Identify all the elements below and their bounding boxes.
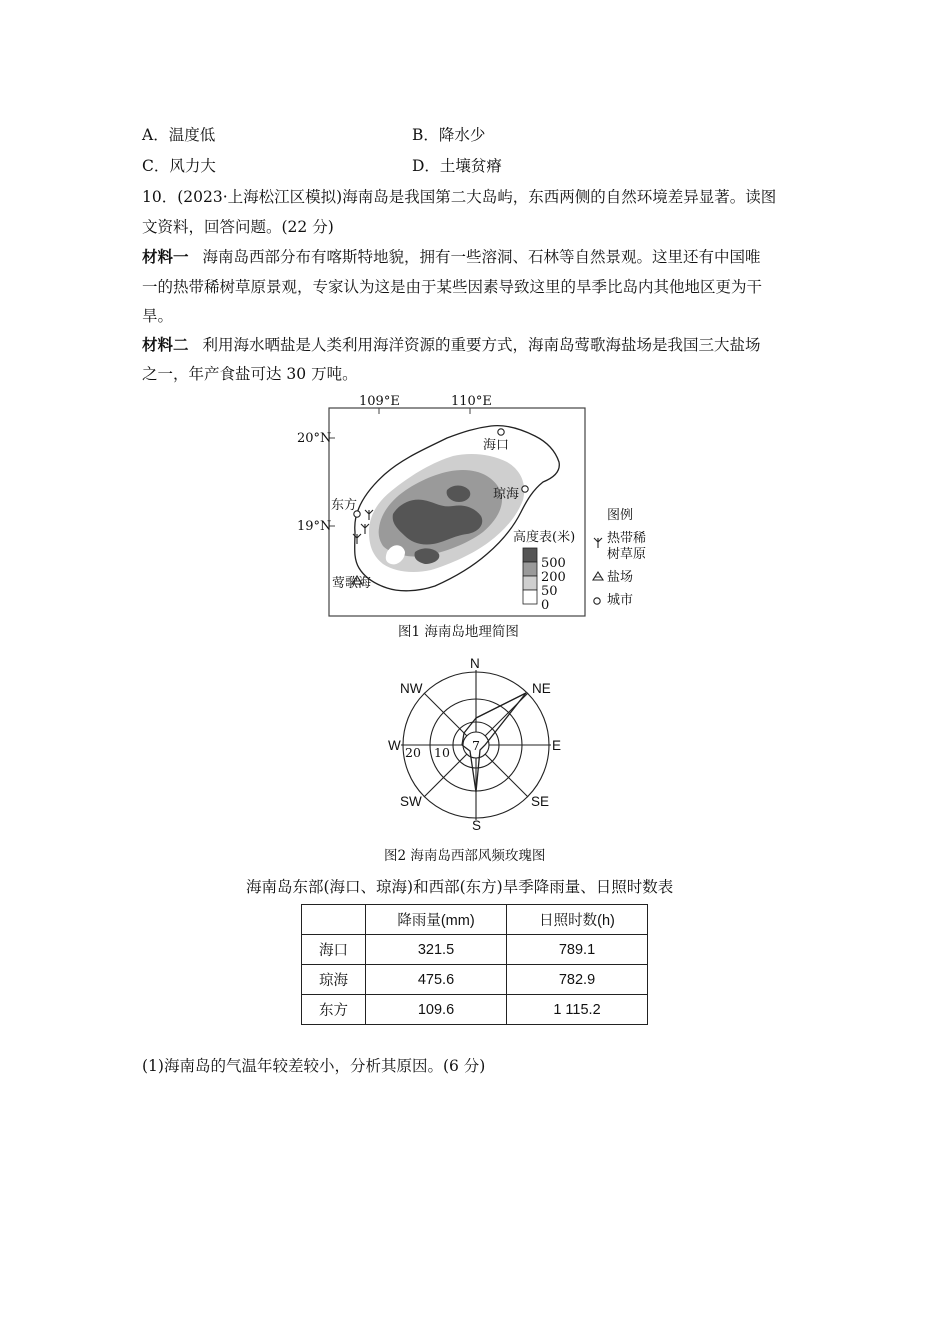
lat-label-19: 19°N bbox=[297, 519, 332, 534]
header-cell bbox=[302, 905, 366, 935]
figure-2-wind-rose bbox=[384, 652, 570, 868]
axis-nw bbox=[424, 693, 467, 736]
legend-savanna-icon bbox=[594, 538, 602, 548]
question-10-line-2: 文资料，回答问题。(22 分) bbox=[142, 218, 334, 236]
city-label-dongfang: 东方 bbox=[331, 498, 358, 513]
table-cell: 琼海 bbox=[302, 965, 366, 995]
lat-label-20: 20°N bbox=[297, 431, 332, 446]
option-b: B．降水少 bbox=[412, 126, 486, 144]
table-cell: 789.1 bbox=[507, 935, 648, 965]
sub-question-1: (1)海南岛的气温年较差较小，分析其原因。(6 分) bbox=[142, 1057, 486, 1075]
material-1-first-line bbox=[142, 247, 761, 267]
elevation-level-50: 50 bbox=[541, 584, 558, 599]
table-cell: 782.9 bbox=[507, 965, 648, 995]
salt-field-label: 莺歌海 bbox=[332, 576, 372, 591]
axis-se bbox=[485, 754, 528, 797]
figure-2-caption: 图2 海南岛西部风频玫瑰图 bbox=[384, 848, 546, 864]
material-1-label: 材料一 bbox=[142, 247, 189, 266]
table-cell: 321.5 bbox=[366, 935, 507, 965]
header-cell: 日照时数(h) bbox=[507, 905, 648, 935]
option-d: D．土壤贫瘠 bbox=[412, 157, 502, 175]
table-cell: 东方 bbox=[302, 995, 366, 1025]
legend-savanna-label-2: 树草原 bbox=[607, 547, 647, 562]
material-1-line-2: 一的热带稀树草原景观，专家认为这是由于某些因素导致这里的旱季比岛内其他地区更为干 bbox=[142, 278, 763, 296]
direction-e: E bbox=[552, 738, 562, 753]
city-label-qionghai: 琼海 bbox=[493, 487, 520, 502]
direction-ne: NE bbox=[532, 681, 551, 696]
table-header-row bbox=[302, 905, 648, 935]
material-1-line-3: 旱。 bbox=[142, 307, 174, 325]
city-marker-haikou bbox=[498, 429, 504, 435]
elevation-level-500: 500 bbox=[541, 556, 566, 571]
legend-title: 图例 bbox=[607, 508, 634, 523]
ring-label-20: 20 bbox=[405, 745, 421, 760]
elevation-level-200: 200 bbox=[541, 570, 566, 585]
lon-label-109: 109°E bbox=[359, 394, 400, 409]
table-cell: 109.6 bbox=[366, 995, 507, 1025]
ne-spike bbox=[476, 693, 526, 718]
table-cell: 475.6 bbox=[366, 965, 507, 995]
material-2-first-line bbox=[142, 335, 761, 355]
legend-box-500 bbox=[523, 548, 537, 562]
table-row bbox=[302, 995, 648, 1025]
lon-label-110: 110°E bbox=[451, 394, 492, 409]
material-2-label: 材料二 bbox=[142, 335, 189, 354]
direction-n: N bbox=[470, 656, 480, 671]
legend-box-50 bbox=[523, 576, 537, 590]
data-table bbox=[301, 904, 648, 1025]
figure-1-caption: 图1 海南岛地理简图 bbox=[398, 624, 519, 640]
question-10-line-1: 10．(2023·上海松江区模拟)海南岛是我国第二大岛屿，东西两侧的自然环境差异显著。读图 bbox=[142, 188, 777, 206]
figure-1-hainan-map bbox=[295, 392, 655, 642]
city-marker-qionghai bbox=[522, 486, 528, 492]
direction-s: S bbox=[472, 818, 482, 833]
direction-nw: NW bbox=[400, 681, 423, 696]
city-label-haikou: 海口 bbox=[483, 438, 510, 453]
material-2-line-2: 之一，年产食盐可达 30 万吨。 bbox=[142, 365, 358, 383]
legend-box-200 bbox=[523, 562, 537, 576]
legend-city-icon bbox=[594, 598, 600, 604]
table-row bbox=[302, 935, 648, 965]
direction-se: SE bbox=[531, 794, 550, 809]
table-cell: 1 115.2 bbox=[507, 995, 648, 1025]
legend-salt-label: 盐场 bbox=[607, 570, 634, 585]
ring-label-10: 10 bbox=[434, 745, 450, 760]
elevation-level-0: 0 bbox=[541, 598, 550, 613]
header-cell: 降雨量(mm) bbox=[366, 905, 507, 935]
material-2-line-1: 利用海水晒盐是人类利用海洋资源的重要方式，海南岛莺歌海盐场是我国三大盐场 bbox=[202, 336, 761, 354]
table-cell: 海口 bbox=[302, 935, 366, 965]
legend-box-0 bbox=[523, 590, 537, 604]
elevation-legend-title: 高度表(米) bbox=[513, 530, 576, 545]
legend-city-label: 城市 bbox=[607, 593, 634, 608]
material-1-line-1: 海南岛西部分布有喀斯特地貌，拥有一些溶洞、石林等自然景观。这里还有中国唯 bbox=[202, 248, 761, 266]
option-c: C．风力大 bbox=[142, 157, 216, 175]
table-row bbox=[302, 965, 648, 995]
legend-savanna-label-1: 热带稀 bbox=[607, 531, 647, 546]
table-title: 海南岛东部(海口、琼海)和西部(东方)旱季降雨量、日照时数表 bbox=[246, 878, 674, 896]
option-a: A．温度低 bbox=[142, 126, 216, 144]
calm-value: 7 bbox=[472, 738, 480, 753]
direction-sw: SW bbox=[400, 794, 422, 809]
direction-w: W bbox=[388, 738, 401, 753]
hainan-map-svg bbox=[295, 392, 655, 642]
legend-salt-icon bbox=[593, 572, 603, 580]
